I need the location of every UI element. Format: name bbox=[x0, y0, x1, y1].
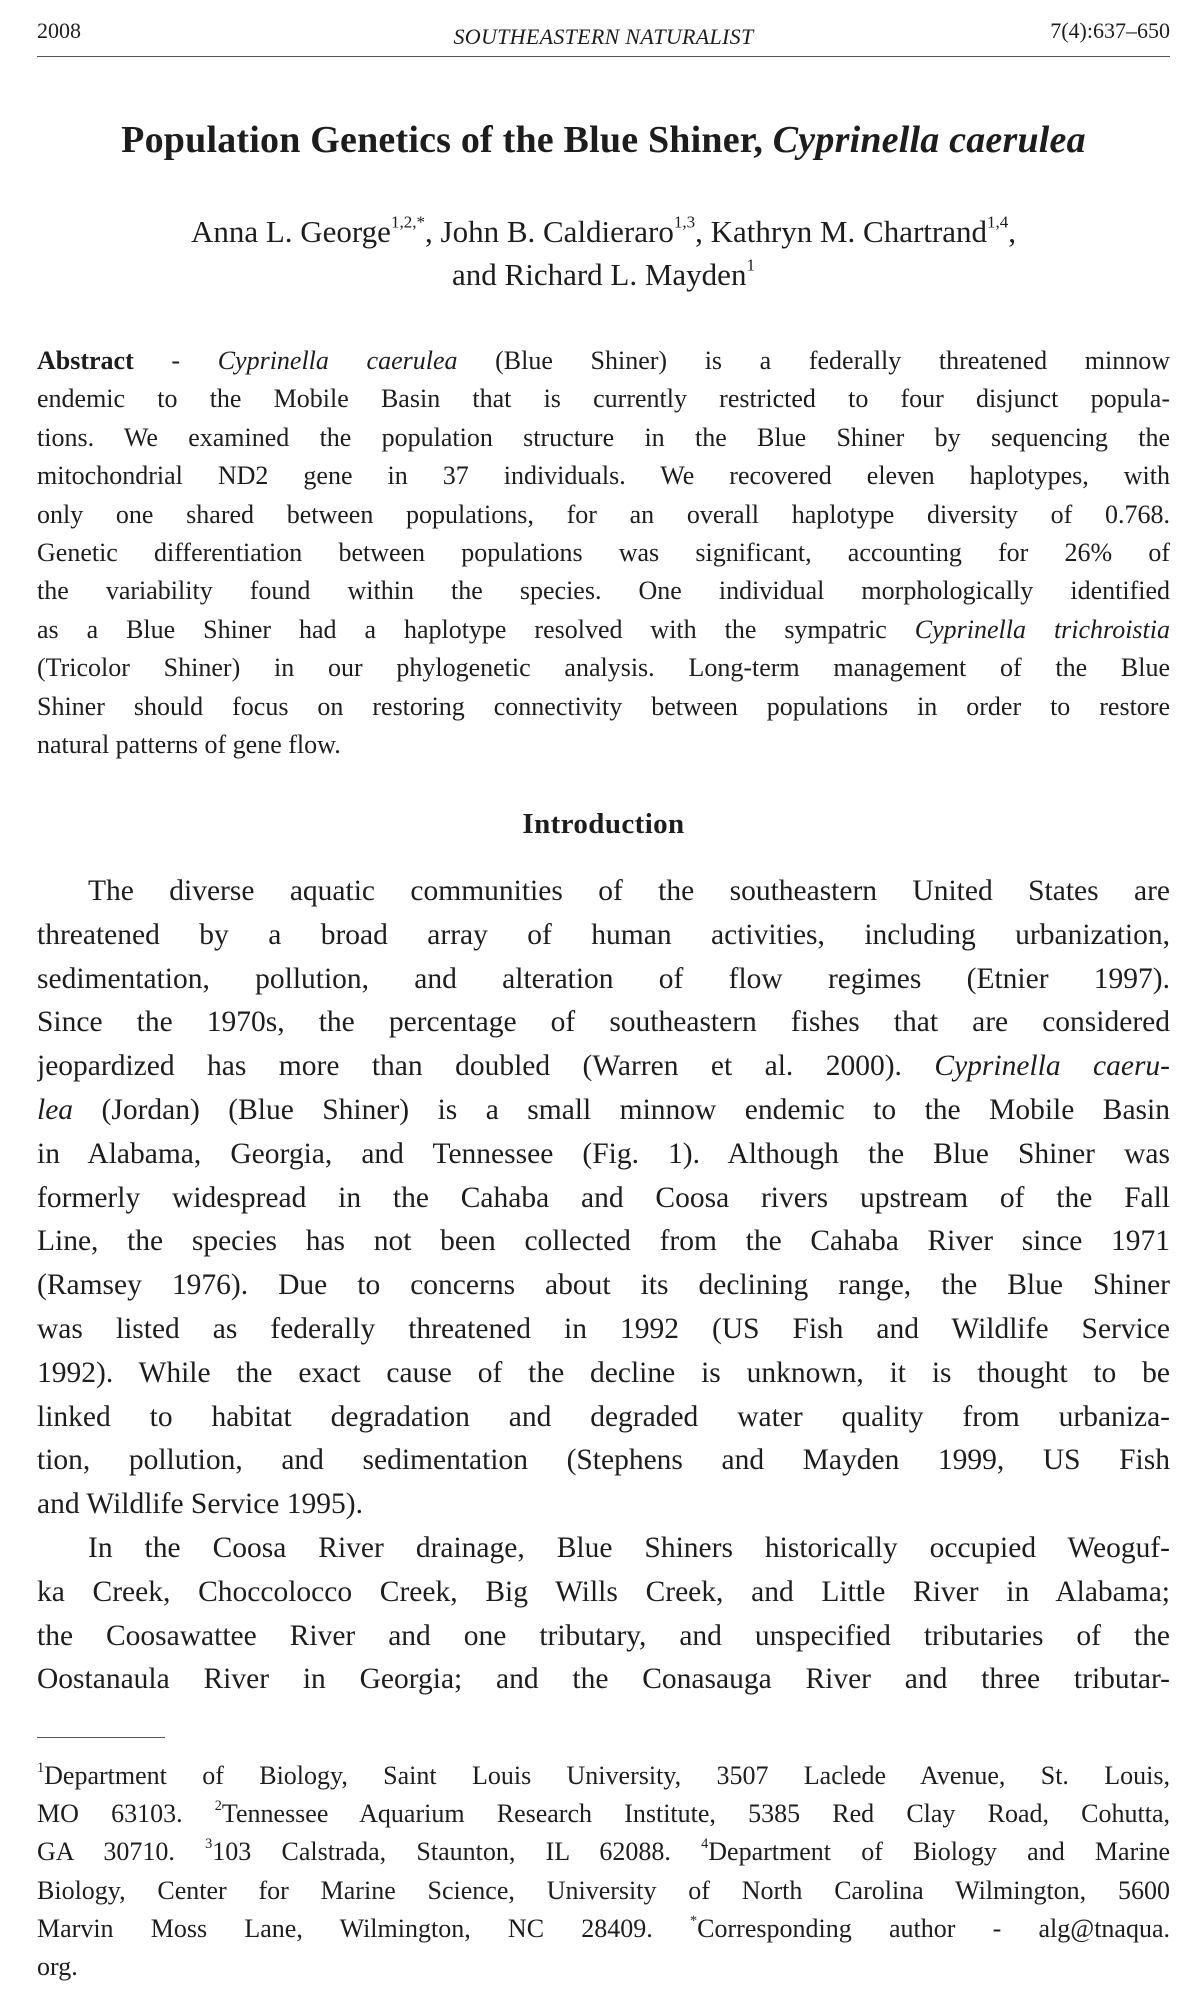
body-line bbox=[37, 1089, 1170, 1133]
author-affiliation: 1,3 bbox=[673, 212, 696, 232]
author-name: Kathryn M. Chartrand bbox=[710, 214, 987, 249]
footnote-text: Department of Biology, Saint Louis University, 3507 Laclede Avenue, St. Louis, bbox=[44, 1761, 1170, 1790]
running-header-journal: SOUTHEASTERN NATURALIST bbox=[453, 24, 754, 49]
footnote-line bbox=[37, 1833, 1170, 1871]
running-header bbox=[37, 12, 1170, 52]
footnote-text: Corresponding author - alg@tnaqua. bbox=[697, 1913, 1170, 1943]
abstract-line bbox=[37, 611, 1170, 649]
author-affiliation: 1,2,* bbox=[390, 212, 426, 232]
paper-title bbox=[37, 118, 1170, 162]
abstract-text: (Blue Shiner) is a federally threatened minnow bbox=[457, 346, 1170, 375]
body-line: Oostanaula River in Georgia; and the Conasauga River and three tributar- bbox=[37, 1663, 1170, 1696]
author-separator: , bbox=[1008, 214, 1017, 249]
abstract-line: mitochondrial ND2 gene in 37 individuals. We recovered eleven haplotypes, with bbox=[37, 461, 1170, 491]
body-text: jeopardized has more than doubled (Warren et al. 2000). bbox=[37, 1050, 902, 1083]
footnote-line bbox=[37, 1795, 1170, 1833]
abstract-line bbox=[37, 342, 1170, 380]
species-name: Cyprinella caerulea bbox=[217, 346, 458, 375]
footnote-marker: 3 bbox=[205, 1836, 213, 1853]
running-header-volume: 7(4):637–650 bbox=[1050, 18, 1170, 43]
footnote-text: MO 63103. bbox=[37, 1799, 215, 1829]
body-line: and Wildlife Service 1995). bbox=[37, 1488, 363, 1521]
abstract-line: natural patterns of gene flow. bbox=[37, 729, 341, 759]
section-heading-introduction: Introduction bbox=[522, 808, 685, 840]
footnote-line bbox=[37, 1757, 1170, 1795]
author-name: Anna L. George bbox=[190, 214, 391, 249]
body-line: (Ramsey 1976). Due to concerns about its declining range, the Blue Shiner bbox=[37, 1269, 1170, 1302]
species-name: Cyprinella caeru- bbox=[934, 1050, 1170, 1083]
footnote-text: Marvin Moss Lane, Wilmington, NC 28409. bbox=[37, 1913, 691, 1943]
footnote-text: Department of Biology and Marine bbox=[708, 1837, 1170, 1867]
body-line: sedimentation, pollution, and alteration of flow regimes (Etnier 1997). bbox=[37, 962, 1170, 995]
abstract-text: as a Blue Shiner had a haplotype resolved with the sympatric bbox=[37, 614, 887, 644]
species-name: Cyprinella trichroistia bbox=[914, 614, 1170, 644]
author-affiliation: 1 bbox=[746, 255, 755, 275]
abstract-line: tions. We examined the population structure in the Blue Shiner by sequencing the bbox=[37, 422, 1170, 452]
body-line: linked to habitat degradation and degraded water quality from urbaniza- bbox=[37, 1400, 1170, 1433]
body-line: in Alabama, Georgia, and Tennessee (Fig. 1). Although the Blue Shiner was bbox=[37, 1137, 1170, 1170]
footnote-marker: 1 bbox=[37, 1759, 45, 1776]
body-line: The diverse aquatic communities of the southeastern United States are bbox=[88, 875, 1170, 907]
footnote-rule bbox=[37, 1737, 165, 1738]
body-text: (Jordan) (Blue Shiner) is a small minnow endemic to the Mobile Basin bbox=[73, 1093, 1170, 1126]
body-line: the Coosawattee River and one tributary, and unspecified tributaries of the bbox=[37, 1619, 1170, 1652]
abstract-line: endemic to the Mobile Basin that is currently restricted to four disjunct popula- bbox=[37, 384, 1170, 414]
body-line: was listed as federally threatened in 1992 (US Fish and Wildlife Service bbox=[37, 1312, 1170, 1345]
body-line: In the Coosa River drainage, Blue Shiners historically occupied Weoguf- bbox=[88, 1531, 1170, 1564]
species-name: lea bbox=[37, 1093, 74, 1126]
footnote-line bbox=[37, 1910, 1170, 1948]
author-name: John B. Caldieraro bbox=[440, 214, 674, 249]
footnote-line: Biology, Center for Marine Science, University of North Carolina Wilmington, 5600 bbox=[37, 1875, 1170, 1905]
author-line-1 bbox=[37, 210, 1170, 253]
body-line: 1992). While the exact cause of the decline is unknown, it is thought to be bbox=[37, 1356, 1170, 1389]
footnote-marker: * bbox=[690, 1912, 698, 1929]
abstract-dash: - bbox=[133, 346, 218, 375]
abstract-label: Abstract bbox=[37, 346, 134, 375]
body-line bbox=[37, 1045, 1170, 1089]
running-header-year: 2008 bbox=[37, 18, 81, 43]
footnote-text: Tennessee Aquarium Research Institute, 5385 Red Clay Road, Cohutta, bbox=[221, 1799, 1170, 1829]
body-line: Since the 1970s, the percentage of southeastern fishes that are considered bbox=[37, 1006, 1170, 1039]
abstract-line: Shiner should focus on restoring connectivity between populations in order to restore bbox=[37, 691, 1170, 721]
author-list bbox=[37, 210, 1170, 296]
body-line: Line, the species has not been collected from the Cahaba River since 1971 bbox=[37, 1225, 1170, 1258]
footnote-marker: 4 bbox=[701, 1836, 709, 1853]
footnote-line: org. bbox=[37, 1951, 78, 1981]
footnote-marker: 2 bbox=[214, 1798, 222, 1815]
abstract-line: the variability found within the species. One individual morphologically identified bbox=[37, 576, 1170, 606]
body-line: tion, pollution, and sedimentation (Stephens and Mayden 1999, US Fish bbox=[37, 1444, 1170, 1477]
abstract-line: (Tricolor Shiner) in our phylogenetic analysis. Long-term management of the Blue bbox=[37, 653, 1170, 683]
abstract-line: only one shared between populations, for an overall haplotype diversity of 0.768. bbox=[37, 499, 1170, 529]
author-separator: , bbox=[425, 214, 441, 249]
title-species: Cyprinella caerulea bbox=[772, 119, 1086, 161]
author-separator: , bbox=[695, 214, 711, 249]
abstract-line: Genetic differentiation between populations was significant, accounting for 26% of bbox=[37, 537, 1170, 567]
footnotes bbox=[37, 1757, 1170, 1986]
body-line: ka Creek, Choccolocco Creek, Big Wills Creek, and Little River in Alabama; bbox=[37, 1575, 1170, 1608]
introduction-body bbox=[37, 870, 1170, 1702]
title-main: Population Genetics of the Blue Shiner, bbox=[121, 119, 764, 161]
footnote-text: 103 Calstrada, Staunton, IL 62088. bbox=[212, 1837, 702, 1867]
author-line-2 bbox=[37, 253, 1170, 296]
body-line: formerly widespread in the Cahaba and Coosa rivers upstream of the Fall bbox=[37, 1181, 1170, 1214]
author-affiliation: 1,4 bbox=[987, 212, 1009, 232]
footnote-text: GA 30710. bbox=[37, 1837, 206, 1867]
abstract bbox=[37, 342, 1170, 764]
author-name: and Richard L. Mayden bbox=[452, 257, 747, 292]
header-rule bbox=[37, 56, 1170, 57]
body-line: threatened by a broad array of human activities, including urbanization, bbox=[37, 918, 1170, 951]
